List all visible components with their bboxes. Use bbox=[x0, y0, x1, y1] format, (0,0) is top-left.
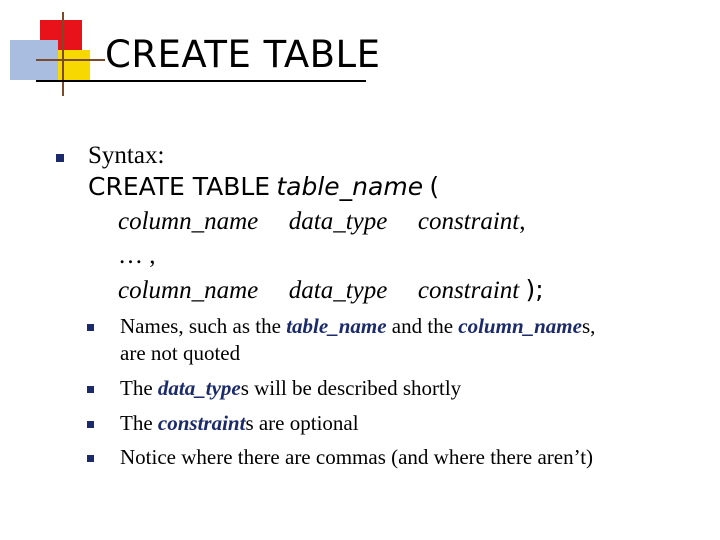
syntax-table-name: table_name bbox=[276, 172, 424, 201]
syntax-ellipsis: … , bbox=[118, 242, 156, 269]
syntax-keyword: CREATE TABLE bbox=[88, 172, 271, 201]
note-text: The bbox=[120, 376, 158, 400]
note-highlight: table_name bbox=[286, 314, 387, 338]
syntax-column-name: column_name bbox=[118, 277, 259, 304]
syntax-column-line-2 bbox=[118, 275, 544, 306]
bullet-icon bbox=[87, 421, 94, 428]
title-underline bbox=[36, 80, 366, 82]
note-highlight: constraint bbox=[157, 411, 246, 435]
note-data-types bbox=[120, 375, 461, 401]
note-text: s will be described shortly bbox=[240, 376, 462, 400]
note-highlight: data_type bbox=[157, 376, 241, 400]
note-text: s are optional bbox=[245, 411, 359, 435]
note-text: The bbox=[120, 411, 158, 435]
note-text: s, bbox=[581, 314, 596, 338]
slide-logo bbox=[0, 0, 110, 100]
syntax-label: Syntax: bbox=[88, 142, 165, 169]
syntax-create-line bbox=[88, 172, 439, 203]
syntax-comma: , bbox=[519, 208, 526, 235]
syntax-open-paren: ( bbox=[429, 172, 440, 201]
note-commas: Notice where there are commas (and where there aren’t) bbox=[120, 445, 594, 469]
syntax-column-line-1 bbox=[118, 207, 526, 237]
note-names-line-2: are not quoted bbox=[120, 341, 241, 365]
syntax-constraint: constraint bbox=[417, 208, 520, 235]
note-text: Names, such as the bbox=[120, 314, 287, 338]
note-text: and the bbox=[386, 314, 459, 338]
bullet-icon bbox=[56, 154, 64, 162]
syntax-data-type: data_type bbox=[288, 208, 388, 235]
bullet-icon bbox=[87, 324, 94, 331]
syntax-data-type: data_type bbox=[288, 277, 388, 304]
bullet-icon bbox=[87, 386, 94, 393]
syntax-column-name: column_name bbox=[118, 208, 259, 235]
note-names-line-1 bbox=[120, 313, 595, 339]
note-constraints bbox=[120, 410, 359, 436]
syntax-constraint: constraint bbox=[417, 277, 520, 304]
note-highlight: column_name bbox=[458, 314, 582, 338]
slide-title: CREATE TABLE bbox=[105, 33, 381, 76]
syntax-close: ); bbox=[525, 275, 544, 304]
bullet-icon bbox=[87, 455, 94, 462]
